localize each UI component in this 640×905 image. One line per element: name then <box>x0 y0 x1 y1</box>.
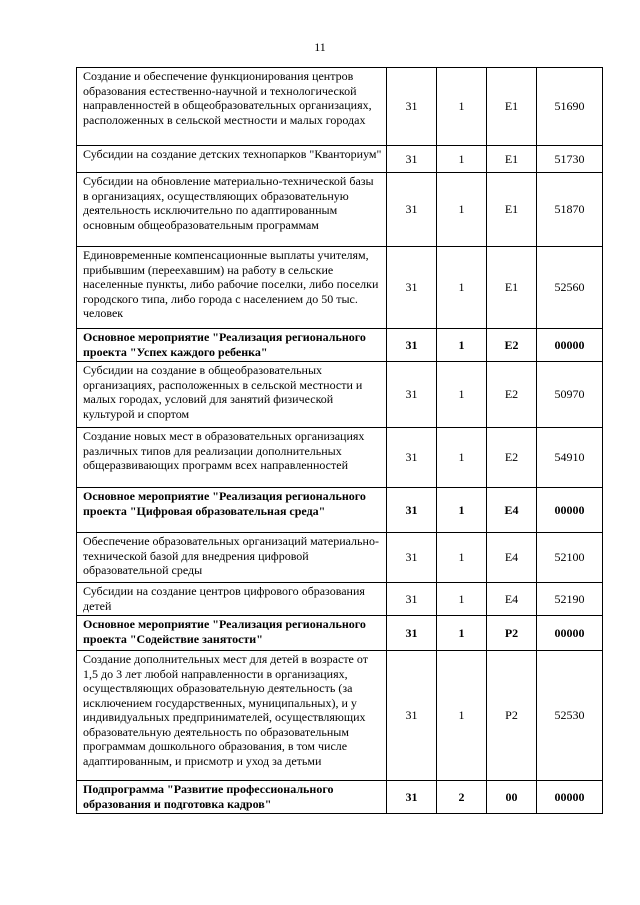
code-cell-4: 52190 <box>537 583 603 616</box>
code-cell-2: 1 <box>437 68 487 146</box>
code-cell-1: 31 <box>387 651 437 781</box>
code-cell-4: 54910 <box>537 428 603 488</box>
table-row <box>77 488 603 533</box>
code-cell-1: 31 <box>387 247 437 329</box>
table-row <box>77 173 603 247</box>
code-cell-4: 52530 <box>537 651 603 781</box>
code-cell-1: 31 <box>387 428 437 488</box>
code-cell-4: 51730 <box>537 146 603 173</box>
code-cell-1: 31 <box>387 533 437 583</box>
table-row <box>77 329 603 362</box>
code-cell-3: E2 <box>487 428 537 488</box>
row-name-cell: Субсидии на создание в общеобразовательных организациях, расположенных в сельской местности и малых городах, условий для занятий физической культурой и спортом <box>77 362 387 428</box>
code-cell-2: 1 <box>437 329 487 362</box>
row-name-cell: Подпрограмма "Развитие профессионального образования и подготовка кадров" <box>77 781 387 814</box>
code-cell-2: 1 <box>437 428 487 488</box>
code-cell-1: 31 <box>387 488 437 533</box>
code-cell-3: E2 <box>487 362 537 428</box>
row-name-cell: Субсидии на создание центров цифрового образования детей <box>77 583 387 616</box>
row-name-cell: Обеспечение образовательных организаций материально-технической базой для внедрения цифровой образовательной среды <box>77 533 387 583</box>
code-cell-2: 2 <box>437 781 487 814</box>
code-cell-1: 31 <box>387 329 437 362</box>
code-cell-3: E4 <box>487 488 537 533</box>
code-cell-2: 1 <box>437 173 487 247</box>
row-name-cell: Единовременные компенсационные выплаты учителям, прибывшим (переехавшим) на работу в сельские населенные пункты, либо рабочие поселки, либо поселки городского типа, либо города с населением до 50 тыс. человек <box>77 247 387 329</box>
row-name-cell: Основное мероприятие "Реализация регионального проекта "Цифровая образовательная среда" <box>77 488 387 533</box>
table-row <box>77 651 603 781</box>
code-cell-3: E4 <box>487 533 537 583</box>
code-cell-3: P2 <box>487 616 537 651</box>
code-cell-4: 50970 <box>537 362 603 428</box>
code-cell-4: 51870 <box>537 173 603 247</box>
table-row <box>77 616 603 651</box>
code-cell-2: 1 <box>437 247 487 329</box>
code-cell-2: 1 <box>437 362 487 428</box>
code-cell-4: 52560 <box>537 247 603 329</box>
code-cell-2: 1 <box>437 533 487 583</box>
code-cell-3: E2 <box>487 329 537 362</box>
table-row <box>77 583 603 616</box>
table-row <box>77 781 603 814</box>
code-cell-1: 31 <box>387 173 437 247</box>
table-body <box>77 68 603 814</box>
code-cell-4: 00000 <box>537 488 603 533</box>
code-cell-4: 52100 <box>537 533 603 583</box>
row-name-cell: Создание новых мест в образовательных организациях различных типов для реализации дополнительных общеразвивающих программ всех направленностей <box>77 428 387 488</box>
table-row <box>77 362 603 428</box>
code-cell-3: E1 <box>487 173 537 247</box>
code-cell-2: 1 <box>437 651 487 781</box>
code-cell-3: E1 <box>487 146 537 173</box>
table-row <box>77 247 603 329</box>
code-cell-3: E1 <box>487 68 537 146</box>
row-name-cell: Субсидии на создание детских технопарков "Кванториум" <box>77 146 387 173</box>
code-cell-3: 00 <box>487 781 537 814</box>
code-cell-3: E1 <box>487 247 537 329</box>
table-row <box>77 428 603 488</box>
code-cell-1: 31 <box>387 781 437 814</box>
code-cell-1: 31 <box>387 68 437 146</box>
row-name-cell: Основное мероприятие "Реализация регионального проекта "Содействие занятости" <box>77 616 387 651</box>
code-cell-1: 31 <box>387 616 437 651</box>
code-cell-2: 1 <box>437 146 487 173</box>
code-cell-4: 00000 <box>537 781 603 814</box>
code-cell-1: 31 <box>387 146 437 173</box>
row-name-cell: Создание и обеспечение функционирования центров образования естественно-научной и технологической направленностей в общеобразовательных организациях, расположенных в сельской местности и малых городах <box>77 68 387 146</box>
table-row <box>77 146 603 173</box>
table-row <box>77 68 603 146</box>
code-cell-2: 1 <box>437 616 487 651</box>
code-cell-3: P2 <box>487 651 537 781</box>
code-cell-4: 00000 <box>537 616 603 651</box>
table-row <box>77 533 603 583</box>
budget-classification-table <box>76 67 603 814</box>
row-name-cell: Субсидии на обновление материально-технической базы в организациях, осуществляющих образовательную деятельность исключительно по адаптированным основным общеобразовательным программам <box>77 173 387 247</box>
code-cell-3: E4 <box>487 583 537 616</box>
page-number: 11 <box>314 40 326 54</box>
code-cell-1: 31 <box>387 583 437 616</box>
code-cell-2: 1 <box>437 583 487 616</box>
row-name-cell: Создание дополнительных мест для детей в возрасте от 1,5 до 3 лет любой направленности в организациях, осуществляющих образовательную деятельность (за исключением государственных, муниципальных), и у индивидуальных предпринимателей, осуществляющих образовательную деятельность по образовательным программам дошкольного образования, в том числе адаптированным, и присмотр и уход за детьми <box>77 651 387 781</box>
code-cell-2: 1 <box>437 488 487 533</box>
row-name-cell: Основное мероприятие "Реализация регионального проекта "Успех каждого ребенка" <box>77 329 387 362</box>
code-cell-1: 31 <box>387 362 437 428</box>
code-cell-4: 00000 <box>537 329 603 362</box>
code-cell-4: 51690 <box>537 68 603 146</box>
